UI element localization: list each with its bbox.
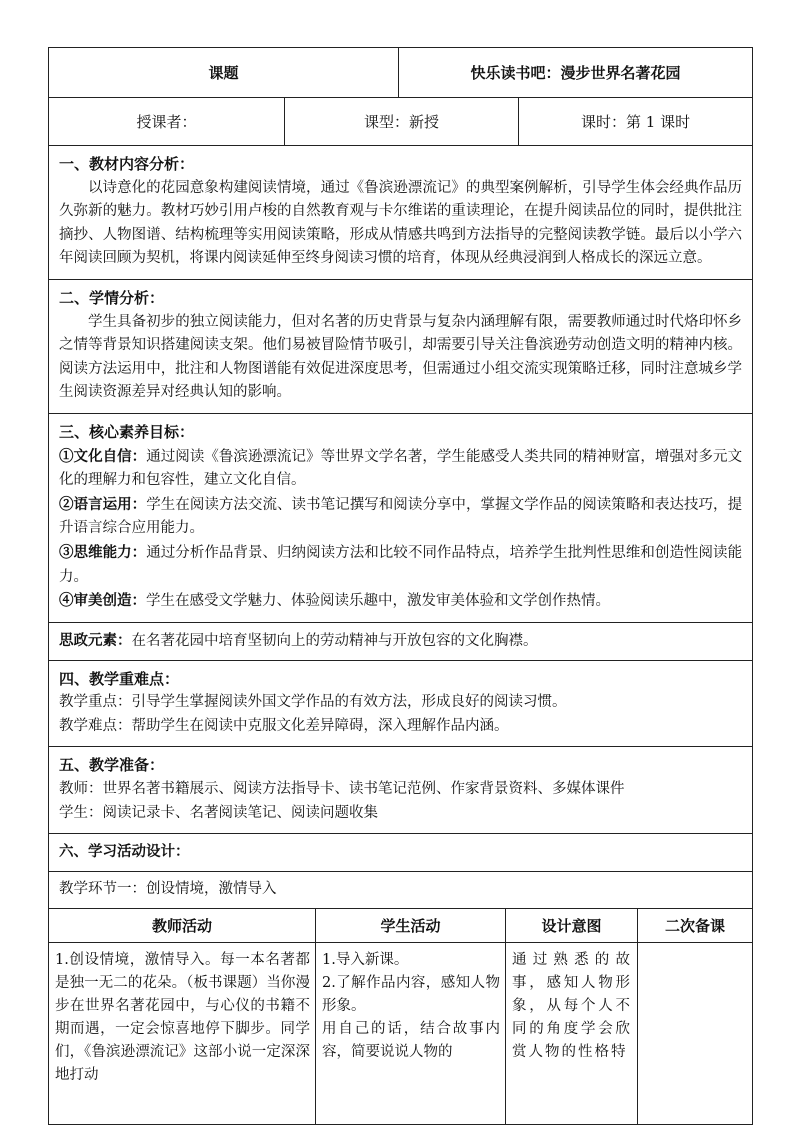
teacher-activity: 1.创设情境，激情导入。每一本名著都是独一无二的花朵。（板书课题）当你漫步在世界名著花园中，与心仪的书籍不期而遇，一定会惊喜地停下脚步。同学们，《鲁滨逊漂流记》这部小说一定深深地打动 bbox=[55, 952, 310, 1084]
activity-header-row bbox=[49, 909, 753, 943]
student-activity-cell bbox=[316, 943, 506, 1125]
goal-item bbox=[59, 445, 742, 493]
section-textbook-analysis bbox=[49, 146, 753, 280]
goal-label: ③思维能力： bbox=[59, 543, 147, 561]
goal-text: 通过阅读《鲁滨逊漂流记》等世界文学名著，学生能感受人类共同的精神财富，增强对多元文化的理解力和包容性，建立文化自信。 bbox=[59, 448, 743, 489]
section-title: 一、教材内容分析： bbox=[59, 155, 195, 173]
activity-table bbox=[48, 908, 753, 1125]
teacher-field: 授课者： bbox=[49, 98, 285, 146]
teaching-difficulty: 教学难点：帮助学生在阅读中克服文化差异障碍，深入理解作品内涵。 bbox=[59, 717, 509, 734]
goal-label: ①文化自信： bbox=[59, 447, 147, 465]
section-body: 以诗意化的花园意象构建阅读情境，通过《鲁滨逊漂流记》的典型案例解析，引导学生体会经典作品历久弥新的魅力。教材巧妙引用卢梭的自然教育观与卡尔维诺的重读理论，在提升阅读品位的同时，提供批注摘抄、人物图谱、结构梳理等实用阅读策略，形成从情感共鸣到方法指导的完整阅读教学链。最后以小学六年阅读回顾为契机，将课内阅读延伸至终身阅读习惯的培育，体现从经典浸润到人格成长的深远立意。 bbox=[59, 179, 743, 267]
teaching-step-row bbox=[49, 872, 753, 909]
header-row bbox=[49, 48, 753, 98]
student-activity-item: 用自己的话，结合故事内容，简要说说人物的 bbox=[322, 1021, 500, 1061]
ideology-label: 思政元素： bbox=[59, 631, 132, 649]
section-title: 三、核心素养目标： bbox=[59, 422, 195, 441]
lesson-plan-table bbox=[48, 47, 753, 909]
teaching-step: 教学环节一：创设情境，激情导入 bbox=[49, 872, 753, 909]
meta-row bbox=[49, 98, 753, 146]
column-header: 教师活动 bbox=[49, 909, 316, 943]
column-header: 设计意图 bbox=[506, 909, 638, 943]
design-intent-cell bbox=[506, 943, 638, 1125]
goal-text: 学生在阅读方法交流、读书笔记撰写和阅读分享中，掌握文学作品的阅读策略和表达技巧，提升语言综合应用能力。 bbox=[59, 496, 743, 537]
activity-row bbox=[49, 943, 753, 1125]
teacher-activity-cell bbox=[49, 943, 316, 1125]
goal-text: 学生在感受文学魅力、体验阅读乐趣中，激发审美体验和文学创作热情。 bbox=[146, 593, 610, 610]
header-label: 课题 bbox=[49, 48, 399, 98]
column-header: 二次备课 bbox=[638, 909, 753, 943]
lesson-period: 课时：第 1 课时 bbox=[519, 98, 753, 146]
section-title: 六、学习活动设计： bbox=[59, 843, 190, 861]
section-title: 五、教学准备： bbox=[59, 756, 165, 775]
goal-item bbox=[59, 541, 742, 589]
section-body: 学生具备初步的独立阅读能力，但对名著的历史背景与复杂内涵理解有限，需要教师通过时代烙印怀乡之情等背景知识搭建阅读支架。他们易被冒险情节吸引，却需要引导关注鲁滨逊劳动创造文明的精神内核。阅读方法运用中，批注和人物图谱能有效促进深度思考，但需通过小组交流实现策略迁移，同时注意城乡学生阅读资源差异对经典认知的影响。 bbox=[59, 313, 743, 401]
section-student-analysis bbox=[49, 279, 753, 413]
lesson-type: 课型：新授 bbox=[285, 98, 519, 146]
student-prep: 学生：阅读记录卡、名著阅读笔记、阅读问题收集 bbox=[59, 804, 378, 821]
lesson-plan-page bbox=[48, 47, 752, 1125]
second-prep-cell[interactable] bbox=[638, 943, 753, 1125]
section-title: 二、学情分析： bbox=[59, 288, 165, 307]
teacher-prep: 教师：世界名著书籍展示、阅读方法指导卡、读书笔记范例、作家背景资料、多媒体课件 bbox=[59, 781, 625, 798]
goal-item bbox=[59, 589, 742, 614]
ideology-text: 在名著花园中培育坚韧向上的劳动精神与开放包容的文化胸襟。 bbox=[131, 632, 538, 649]
student-activity-item: 1.导入新课。 bbox=[322, 952, 409, 969]
section-key-difficulty bbox=[49, 660, 753, 747]
column-header: 学生活动 bbox=[316, 909, 506, 943]
section-preparation bbox=[49, 747, 753, 834]
goal-text: 通过分析作品背景、归纳阅读方法和比较不同作品特点，培养学生批判性思维和创造性阅读能力。 bbox=[59, 544, 743, 585]
student-activity-item: 2.了解作品内容，感知人物形象。 bbox=[322, 975, 500, 1015]
teaching-key: 教学重点：引导学生掌握阅读外国文学作品的有效方法，形成良好的阅读习惯。 bbox=[59, 694, 567, 711]
goal-item bbox=[59, 493, 742, 541]
lesson-title: 快乐读书吧：漫步世界名著花园 bbox=[399, 48, 753, 98]
goal-label: ②语言运用： bbox=[59, 495, 147, 513]
goal-label: ④审美创造： bbox=[59, 592, 146, 610]
section-title: 四、教学重难点： bbox=[59, 669, 180, 688]
design-intent: 通过熟悉的故事，感知人物形象，从每个人不同的角度学会欣赏人物的性格特 bbox=[512, 952, 632, 1061]
section-core-goals bbox=[49, 413, 753, 622]
section-activity-title bbox=[49, 834, 753, 872]
section-ideology bbox=[49, 622, 753, 660]
